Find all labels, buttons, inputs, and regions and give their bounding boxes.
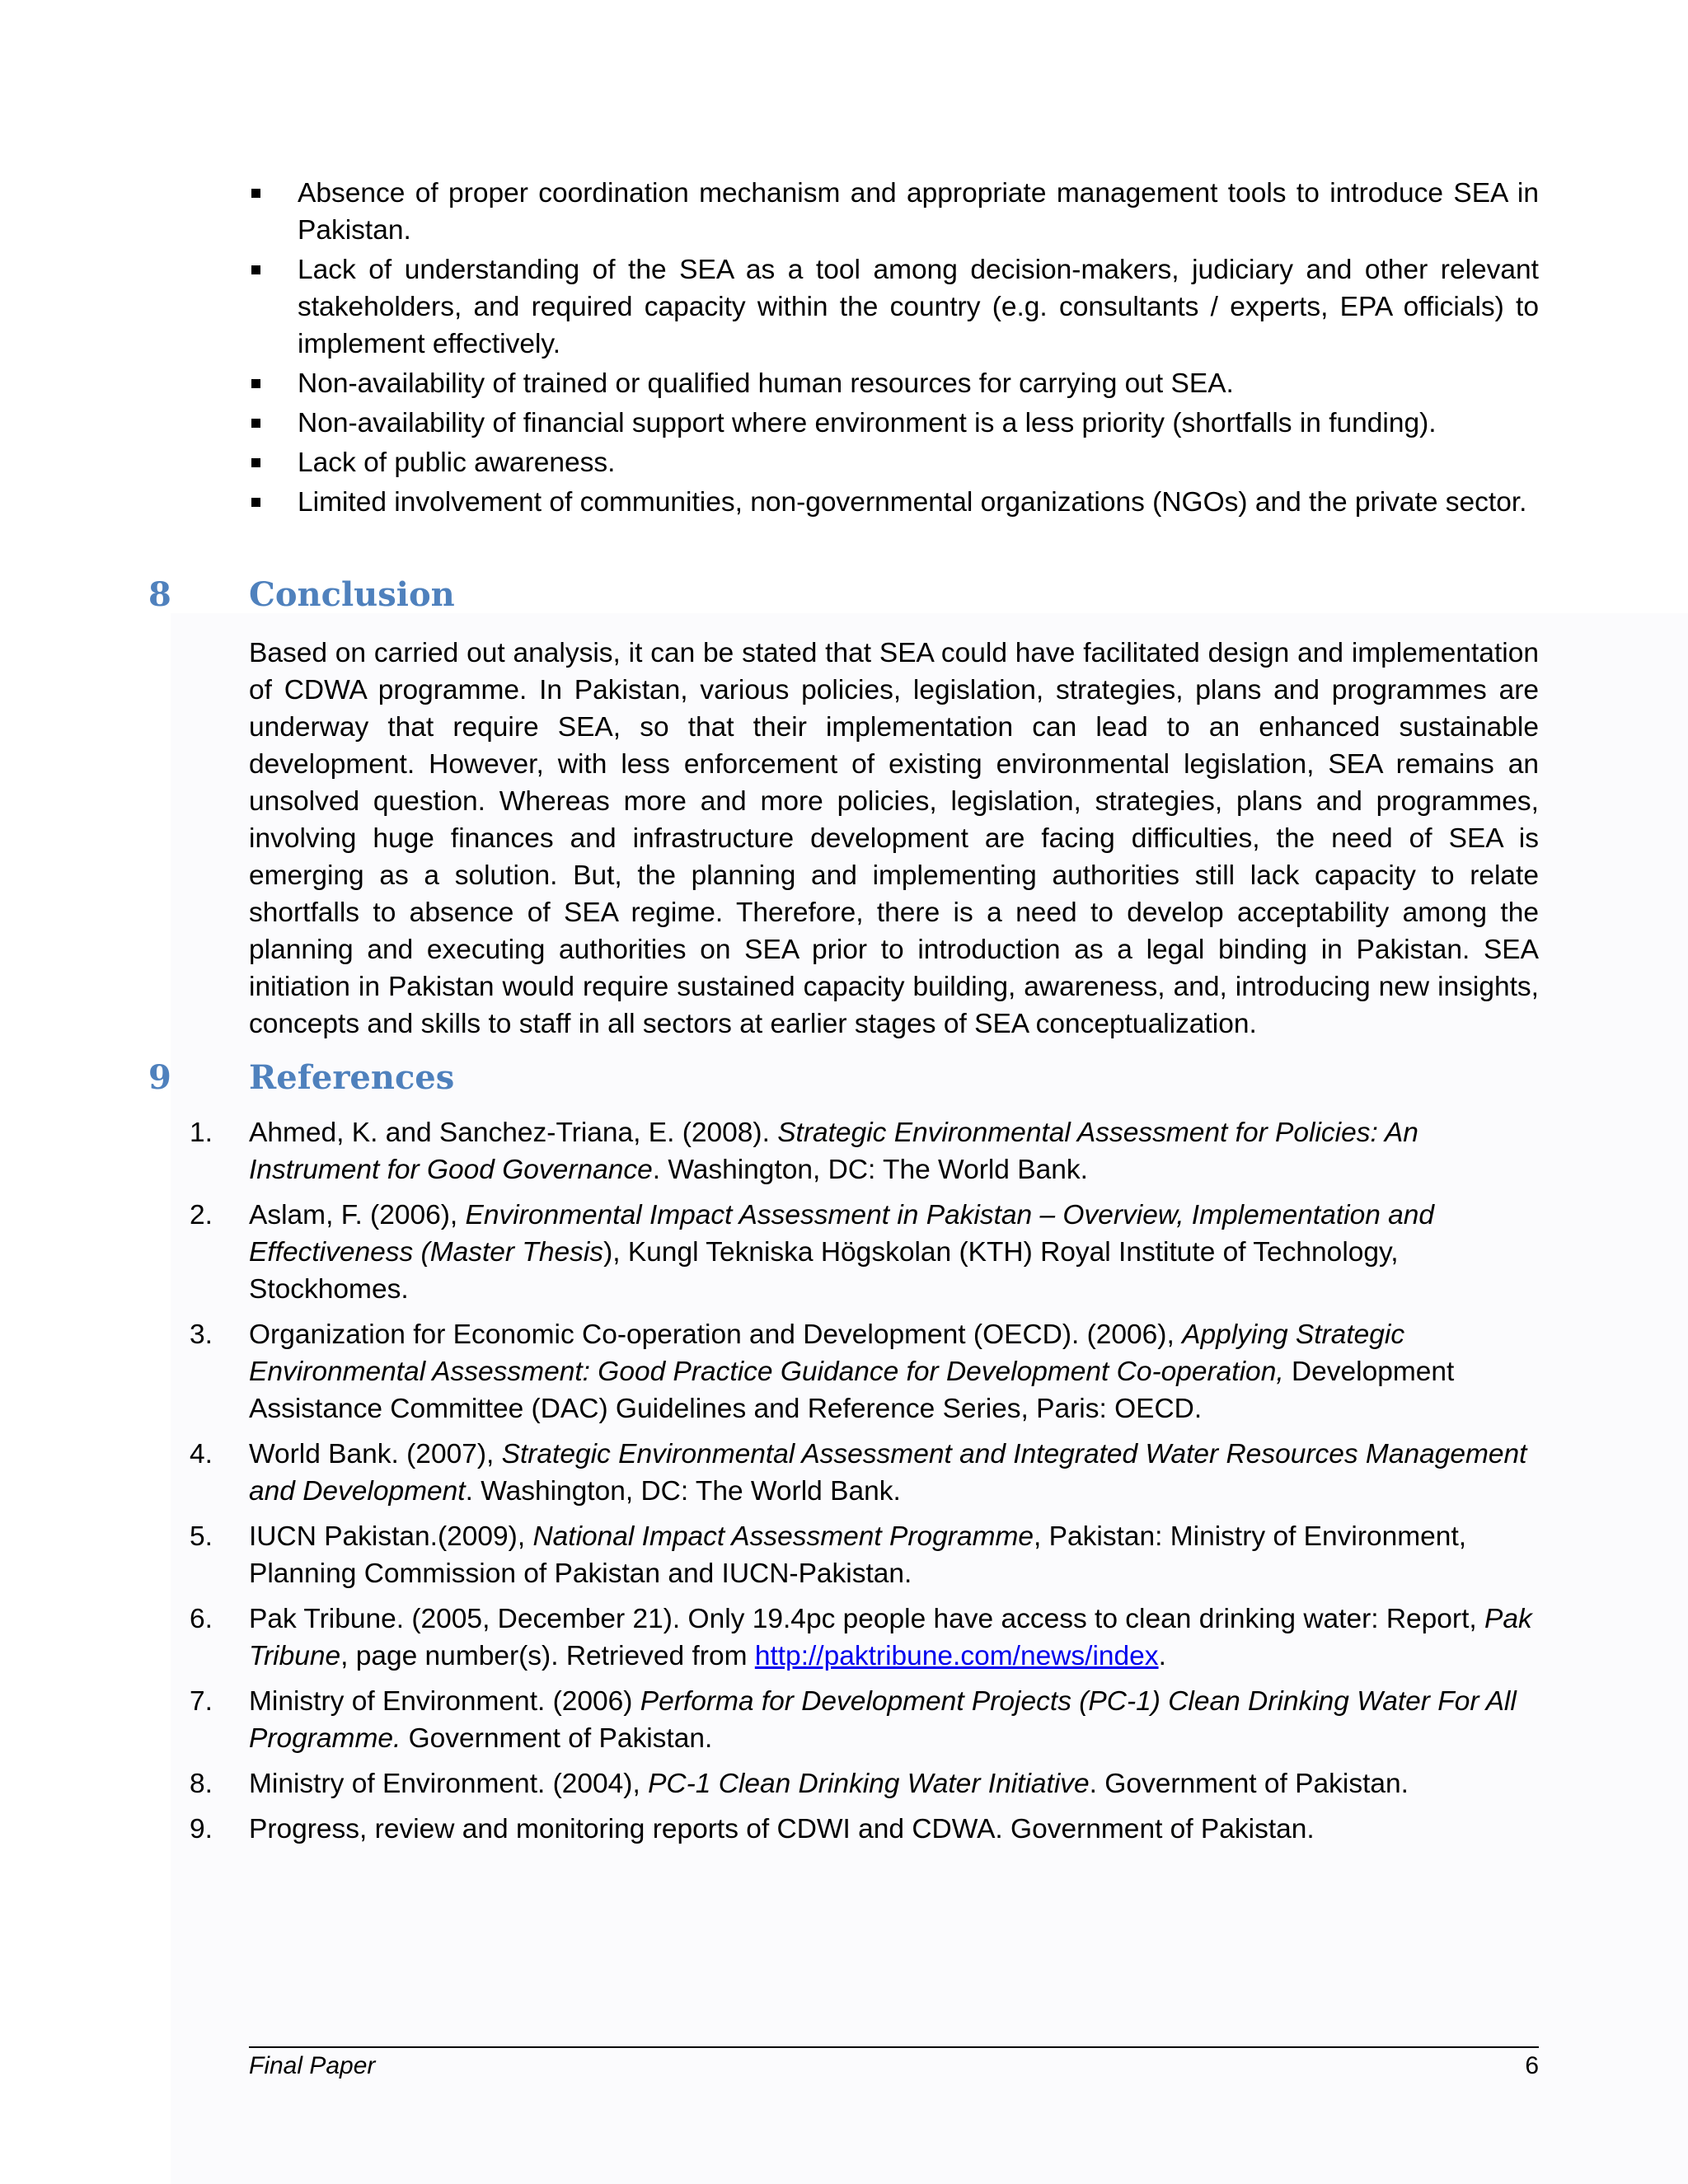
reference-title: Pak Tribune (249, 1604, 1532, 1671)
bullet-item (251, 405, 1539, 442)
reference-number: 6. (190, 1604, 213, 1634)
section-number: 9 (148, 1058, 171, 1097)
reference-item (190, 1316, 1541, 1427)
reference-text: Development Assistance Committee (DAC) Guidelines and Reference Series, Paris: OECD. (249, 1357, 1455, 1424)
reference-title: National Impact Assessment Programme (532, 1521, 1034, 1552)
reference-number: 9. (190, 1814, 213, 1844)
bullet-text: Absence of proper coordination mechanism and appropriate management tools to introduce SEA in Pakistan. (298, 178, 1539, 246)
reference-item (190, 1436, 1541, 1510)
constraints-bullet-list (251, 175, 1539, 523)
reference-text: . Government of Pakistan. (1089, 1769, 1409, 1799)
footer-divider (249, 2046, 1539, 2048)
bullet-text: Limited involvement of communities, non-governmental organizations (NGOs) and the private sector. (298, 487, 1527, 518)
reference-item (190, 1811, 1541, 1848)
bullet-item (251, 175, 1539, 249)
footer-label: Final Paper (249, 2052, 376, 2079)
page-number: 6 (1525, 2052, 1539, 2079)
bullet-item (251, 251, 1539, 363)
reference-text: . Washington, DC: The World Bank. (465, 1476, 901, 1507)
square-bullet-icon (251, 189, 260, 198)
bullet-text: Non-availability of financial support where environment is a less priority (shortfalls in funding). (298, 408, 1437, 438)
references-list (190, 1114, 1541, 1856)
reference-text: . (1158, 1641, 1166, 1671)
bullet-item (251, 444, 1539, 481)
reference-title: Performa for Development Projects (PC-1) Clean Drinking Water For All Programme. (249, 1686, 1517, 1754)
reference-item (190, 1114, 1541, 1188)
reference-number: 3. (190, 1319, 213, 1350)
bullet-text: Lack of public awareness. (298, 448, 616, 478)
reference-text: Organization for Economic Co-operation and Development (OECD). (2006), (249, 1319, 1183, 1350)
reference-text: World Bank. (2007), (249, 1439, 502, 1469)
reference-text: IUCN Pakistan.(2009), (249, 1521, 533, 1552)
reference-item (190, 1197, 1541, 1308)
reference-text: . Washington, DC: The World Bank. (652, 1155, 1088, 1185)
section-title: Conclusion (249, 575, 455, 614)
reference-text: ), Kungl Tekniska Högskolan (KTH) Royal Institute of Technology, Stockhomes. (249, 1237, 1399, 1305)
reference-title: Environmental Impact Assessment in Pakistan – Overview, Implementation and Effectiveness (Master Thesis (249, 1200, 1435, 1268)
reference-item (190, 1765, 1541, 1802)
reference-item (190, 1683, 1541, 1757)
reference-number: 7. (190, 1686, 213, 1717)
reference-title: Strategic Environmental Assessment for Policies: An Instrument for Good Governance (249, 1118, 1418, 1185)
bullet-item (251, 365, 1539, 402)
square-bullet-icon (251, 498, 260, 507)
reference-title: PC-1 Clean Drinking Water Initiative (648, 1769, 1090, 1799)
reference-title: Strategic Environmental Assessment and Integrated Water Resources Management and Development (249, 1439, 1527, 1507)
reference-text: Progress, review and monitoring reports of CDWI and CDWA. Government of Pakistan. (249, 1814, 1315, 1844)
square-bullet-icon (251, 419, 260, 428)
reference-item (190, 1601, 1541, 1675)
reference-number: 8. (190, 1769, 213, 1799)
reference-text: Aslam, F. (2006), (249, 1200, 466, 1230)
paktribune-link[interactable]: http://paktribune.com/news/index (754, 1641, 1159, 1671)
reference-text: , page number(s). Retrieved from (340, 1641, 755, 1671)
reference-title: Applying Strategic Environmental Assessment: Good Practice Guidance for Development Co-operation, (249, 1319, 1405, 1387)
reference-text: Ministry of Environment. (2006) (249, 1686, 640, 1717)
bullet-item (251, 484, 1539, 521)
reference-text: Government of Pakistan. (401, 1723, 713, 1754)
reference-number: 2. (190, 1200, 213, 1230)
reference-text: Ahmed, K. and Sanchez-Triana, E. (2008). (249, 1118, 778, 1148)
square-bullet-icon (251, 458, 260, 467)
square-bullet-icon (251, 379, 260, 388)
reference-text: Pak Tribune. (2005, December 21). Only 19.4pc people have access to clean drinking water: Report, (249, 1604, 1485, 1634)
section-number: 8 (148, 575, 171, 614)
reference-number: 5. (190, 1521, 213, 1552)
reference-text: , Pakistan: Ministry of Environment, Planning Commission of Pakistan and IUCN-Pakistan. (249, 1521, 1467, 1589)
section-title: References (249, 1058, 455, 1097)
square-bullet-icon (251, 265, 260, 274)
reference-item (190, 1518, 1541, 1592)
bullet-text: Non-availability of trained or qualified human resources for carrying out SEA. (298, 368, 1234, 399)
bullet-text: Lack of understanding of the SEA as a tool among decision-makers, judiciary and other relevant stakeholders, and required capacity within the country (e.g. consultants / experts, EPA officials) to implement effectively. (298, 255, 1539, 359)
reference-text: Ministry of Environment. (2004), (249, 1769, 649, 1799)
conclusion-paragraph: Based on carried out analysis, it can be stated that SEA could have facilitated design and implementation of CDWA programme. In Pakistan, various policies, legislation, strategies, plans and programmes are underway that require SEA, so that their implementation can lead to an enhanced sustainable development. However, with less enforcement of existing environmental legislation, SEA remains an unsolved question. Whereas more and more policies, legislation, strategies, plans and programmes, involving huge finances and infrastructure development are facing difficulties, the need of SEA is emerging as a solution. But, the planning and implementing authorities still lack capacity to relate shortfalls to absence of SEA regime. Therefore, there is a need to develop acceptability among the planning and executing authorities on SEA prior to introduction as a legal binding in Pakistan. SEA initiation in Pakistan would require sustained capacity building, awareness, and, introducing new insights, concepts and skills to staff in all sectors at earlier stages of SEA conceptualization. (249, 638, 1539, 1039)
reference-number: 1. (190, 1118, 213, 1148)
reference-number: 4. (190, 1439, 213, 1469)
